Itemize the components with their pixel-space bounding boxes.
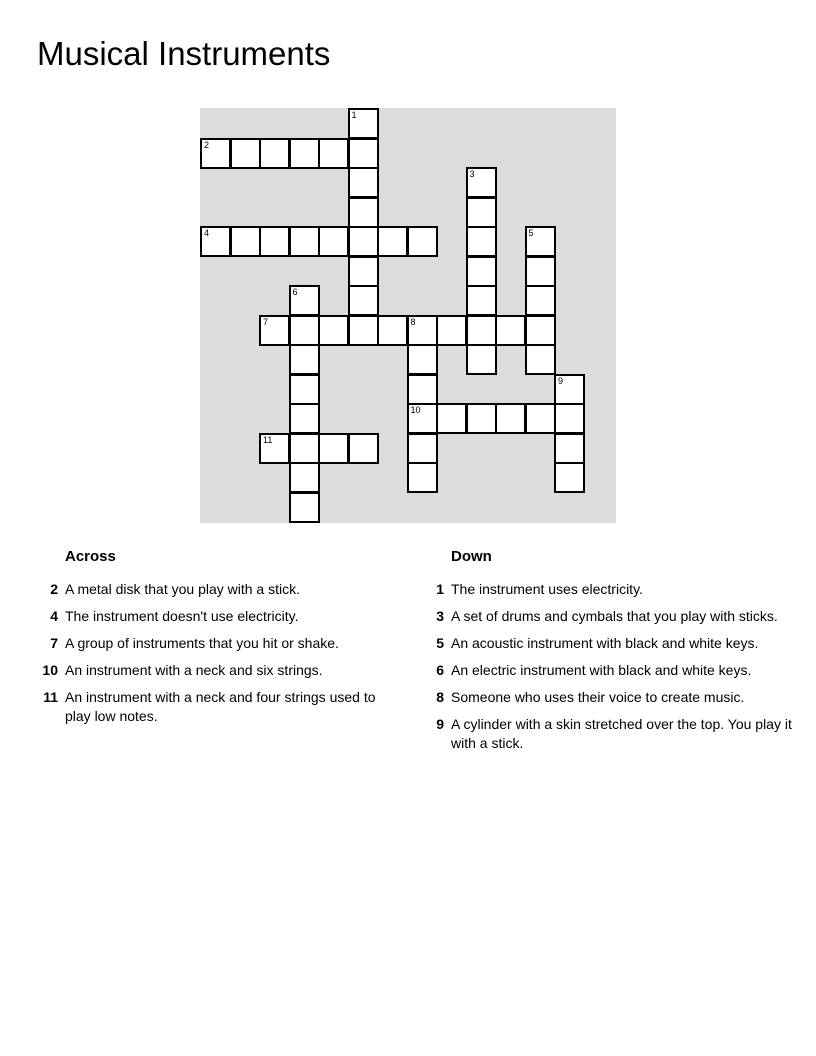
grid-cell[interactable] <box>525 403 556 434</box>
grid-cell[interactable] <box>230 138 261 169</box>
grid-cell[interactable] <box>466 256 497 287</box>
clue-item <box>30 607 400 626</box>
down-clue-list <box>416 580 796 753</box>
grid-cell[interactable] <box>348 138 379 169</box>
clue-number: 8 <box>436 689 444 705</box>
clue-text: An acoustic instrument with black and white keys. <box>451 635 759 651</box>
grid-cell[interactable] <box>466 403 497 434</box>
clue-item <box>416 580 796 599</box>
grid-cell[interactable] <box>289 462 320 493</box>
grid-cell[interactable] <box>318 138 349 169</box>
grid-cell[interactable] <box>525 256 556 287</box>
grid-cell[interactable] <box>407 344 438 375</box>
grid-cell[interactable] <box>289 285 320 316</box>
grid-cell[interactable] <box>289 492 320 523</box>
clue-item <box>30 688 400 726</box>
grid-cell[interactable] <box>289 315 320 346</box>
grid-cell[interactable] <box>348 433 379 464</box>
grid-cell[interactable] <box>289 344 320 375</box>
down-clues <box>416 546 796 761</box>
grid-cell[interactable] <box>466 315 497 346</box>
clue-number: 1 <box>436 581 444 597</box>
clue-item <box>416 607 796 626</box>
cell-number: 10 <box>410 405 421 415</box>
page-title: Musical Instruments <box>37 35 331 72</box>
clue-text: An instrument with a neck and six strings. <box>65 662 323 678</box>
grid-cell[interactable] <box>554 403 585 434</box>
grid-cell[interactable] <box>525 315 556 346</box>
grid-cell[interactable] <box>318 226 349 257</box>
clue-text: An instrument with a neck and four strings used to play low notes. <box>65 689 376 724</box>
clue-number: 3 <box>436 608 444 624</box>
grid-cell[interactable] <box>407 433 438 464</box>
clue-text: A group of instruments that you hit or shake. <box>65 635 339 651</box>
clue-number: 2 <box>50 581 58 597</box>
grid-cell[interactable] <box>525 285 556 316</box>
grid-cell[interactable] <box>289 226 320 257</box>
grid-cell[interactable] <box>289 138 320 169</box>
grid-cell[interactable] <box>495 403 526 434</box>
grid-cell[interactable] <box>348 108 379 139</box>
clue-text: The instrument uses electricity. <box>451 581 643 597</box>
grid-cell[interactable] <box>407 315 438 346</box>
cell-number: 7 <box>263 316 269 327</box>
grid-cell[interactable] <box>377 315 408 346</box>
cell-number: 6 <box>292 287 298 297</box>
grid-cell[interactable] <box>259 226 290 257</box>
grid-cell[interactable] <box>289 433 320 464</box>
grid-cell[interactable] <box>200 226 231 257</box>
grid-cell[interactable] <box>348 256 379 287</box>
clue-item <box>416 688 796 707</box>
cell-number: 3 <box>469 169 475 179</box>
cell-number: 4 <box>204 228 210 238</box>
grid-cell[interactable] <box>466 226 497 257</box>
cell-number: 9 <box>558 375 564 386</box>
grid-cell[interactable] <box>348 315 379 346</box>
grid-cell[interactable] <box>554 462 585 493</box>
crossword-grid <box>200 108 616 523</box>
grid-cell[interactable] <box>525 344 556 375</box>
grid-cell[interactable] <box>259 315 290 346</box>
grid-cell[interactable] <box>466 344 497 375</box>
grid-cell[interactable] <box>495 315 526 346</box>
across-clues <box>30 546 400 734</box>
grid-cell[interactable] <box>554 433 585 464</box>
clue-text: A cylinder with a skin stretched over the top. You play it with a stick. <box>451 716 792 751</box>
grid-cell[interactable] <box>436 403 467 434</box>
grid-cell[interactable] <box>318 315 349 346</box>
cell-number: 8 <box>410 316 416 327</box>
clue-text: An electric instrument with black and white keys. <box>451 662 752 678</box>
grid-cell[interactable] <box>466 197 497 228</box>
across-clue-list <box>30 580 400 726</box>
grid-cell[interactable] <box>407 226 438 257</box>
grid-cell[interactable] <box>289 374 320 405</box>
clue-number: 10 <box>42 662 58 678</box>
clue-number: 11 <box>43 689 58 705</box>
grid-cell[interactable] <box>348 197 379 228</box>
clue-item <box>416 661 796 680</box>
clue-text: Someone who uses their voice to create music. <box>451 689 745 705</box>
grid-cell[interactable] <box>259 433 290 464</box>
clue-number: 6 <box>436 662 444 678</box>
grid-cell[interactable] <box>436 315 467 346</box>
grid-cell[interactable] <box>407 374 438 405</box>
clue-item <box>416 715 796 753</box>
across-heading: Across <box>65 548 116 565</box>
clue-text: The instrument doesn't use electricity. <box>65 608 299 624</box>
clue-number: 5 <box>436 635 444 651</box>
grid-cell[interactable] <box>407 403 438 434</box>
cell-number: 5 <box>528 228 534 238</box>
clue-number: 7 <box>50 635 58 651</box>
grid-cell[interactable] <box>525 226 556 257</box>
clue-text: A metal disk that you play with a stick. <box>65 581 300 597</box>
grid-cell[interactable] <box>230 226 261 257</box>
clue-number: 9 <box>436 716 444 732</box>
grid-cell[interactable] <box>289 403 320 434</box>
clue-number: 4 <box>50 608 58 624</box>
grid-cell[interactable] <box>318 433 349 464</box>
grid-cell[interactable] <box>200 138 231 169</box>
grid-cell[interactable] <box>348 285 379 316</box>
grid-cell[interactable] <box>348 226 379 257</box>
clue-item <box>30 661 400 680</box>
grid-cell[interactable] <box>407 462 438 493</box>
grid-cell[interactable] <box>377 226 408 257</box>
grid-cell[interactable] <box>348 167 379 198</box>
clue-item <box>30 634 400 653</box>
cell-number: 2 <box>204 139 210 150</box>
grid-cell[interactable] <box>554 374 585 405</box>
grid-cell[interactable] <box>259 138 290 169</box>
cell-number: 1 <box>351 110 357 120</box>
down-heading: Down <box>451 548 492 565</box>
cell-number: 11 <box>263 434 273 445</box>
clue-text: A set of drums and cymbals that you play with sticks. <box>451 608 778 624</box>
clue-item <box>30 580 400 599</box>
grid-cell[interactable] <box>466 167 497 198</box>
clue-item <box>416 634 796 653</box>
grid-cell[interactable] <box>466 285 497 316</box>
